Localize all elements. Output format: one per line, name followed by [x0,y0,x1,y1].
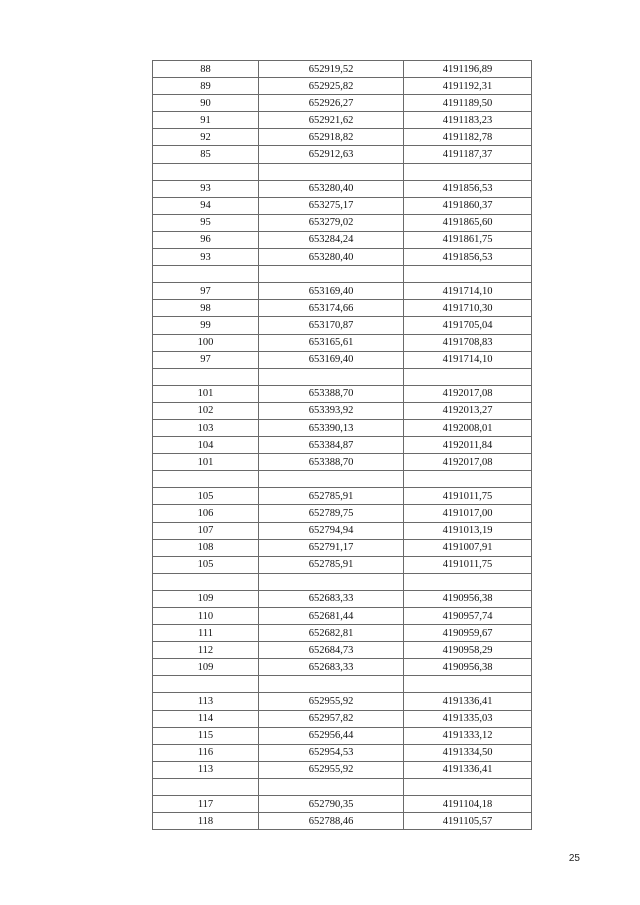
x-coordinate-cell: 652954,53 [259,744,404,761]
y-coordinate-cell: 4191335,03 [404,710,532,727]
point-number-cell: 110 [153,608,259,625]
y-coordinate-cell: 4191104,18 [404,796,532,813]
x-coordinate-cell: 652789,75 [259,505,404,522]
point-number-cell: 109 [153,590,259,607]
y-coordinate-cell: 4191105,57 [404,813,532,830]
point-number-cell: 105 [153,556,259,573]
x-coordinate-cell: 653280,40 [259,249,404,266]
table-separator-row [153,471,532,488]
y-coordinate-cell: 4191011,75 [404,556,532,573]
y-coordinate-cell: 4190956,38 [404,590,532,607]
x-coordinate-cell: 653280,40 [259,180,404,197]
y-coordinate-cell [404,778,532,795]
point-number-cell: 103 [153,419,259,436]
table-row [153,727,532,744]
x-coordinate-cell: 652955,92 [259,761,404,778]
x-coordinate-cell: 652956,44 [259,727,404,744]
point-number-cell: 104 [153,437,259,454]
y-coordinate-cell: 4191183,23 [404,112,532,129]
x-coordinate-cell: 653169,40 [259,351,404,368]
table-row [153,146,532,163]
point-number-cell: 92 [153,129,259,146]
y-coordinate-cell: 4190958,29 [404,642,532,659]
y-coordinate-cell: 4191013,19 [404,522,532,539]
point-number-cell: 109 [153,659,259,676]
point-number-cell: 111 [153,625,259,642]
table-row [153,761,532,778]
y-coordinate-cell: 4191196,89 [404,61,532,78]
table-row [153,659,532,676]
table-row [153,385,532,402]
point-number-cell: 113 [153,761,259,778]
table-row [153,710,532,727]
point-number-cell: 114 [153,710,259,727]
point-number-cell: 97 [153,351,259,368]
table-row [153,402,532,419]
table-row [153,231,532,248]
point-number-cell: 107 [153,522,259,539]
point-number-cell: 91 [153,112,259,129]
y-coordinate-cell: 4191856,53 [404,249,532,266]
point-number-cell: 116 [153,744,259,761]
x-coordinate-cell: 652918,82 [259,129,404,146]
y-coordinate-cell: 4191710,30 [404,300,532,317]
table-row [153,78,532,95]
x-coordinate-cell: 653390,13 [259,419,404,436]
x-coordinate-cell [259,266,404,283]
point-number-cell: 118 [153,813,259,830]
y-coordinate-cell: 4191714,10 [404,283,532,300]
table-row [153,539,532,556]
point-number-cell: 95 [153,214,259,231]
x-coordinate-cell: 653388,70 [259,454,404,471]
y-coordinate-cell: 4191714,10 [404,351,532,368]
x-coordinate-cell: 653169,40 [259,283,404,300]
x-coordinate-cell: 653174,66 [259,300,404,317]
y-coordinate-cell: 4191007,91 [404,539,532,556]
y-coordinate-cell [404,573,532,590]
y-coordinate-cell: 4191861,75 [404,231,532,248]
x-coordinate-cell: 652684,73 [259,642,404,659]
x-coordinate-cell: 652912,63 [259,146,404,163]
table-row [153,334,532,351]
y-coordinate-cell: 4191017,00 [404,505,532,522]
y-coordinate-cell: 4191860,37 [404,197,532,214]
y-coordinate-cell: 4191189,50 [404,95,532,112]
point-number-cell: 93 [153,249,259,266]
table-row [153,505,532,522]
table-row [153,300,532,317]
y-coordinate-cell [404,163,532,180]
y-coordinate-cell: 4191011,75 [404,488,532,505]
x-coordinate-cell [259,368,404,385]
point-number-cell: 90 [153,95,259,112]
table-row [153,129,532,146]
point-number-cell: 117 [153,796,259,813]
y-coordinate-cell: 4190957,74 [404,608,532,625]
y-coordinate-cell: 4192008,01 [404,419,532,436]
point-number-cell: 93 [153,180,259,197]
y-coordinate-cell: 4191192,31 [404,78,532,95]
y-coordinate-cell: 4191334,50 [404,744,532,761]
x-coordinate-cell: 652788,46 [259,813,404,830]
point-number-cell [153,471,259,488]
y-coordinate-cell [404,368,532,385]
coordinates-table [152,60,532,830]
table-row [153,249,532,266]
x-coordinate-cell: 653275,17 [259,197,404,214]
table-row [153,625,532,642]
table-row [153,180,532,197]
table-row [153,317,532,334]
x-coordinate-cell: 652921,62 [259,112,404,129]
point-number-cell: 96 [153,231,259,248]
y-coordinate-cell: 4192017,08 [404,454,532,471]
y-coordinate-cell: 4191333,12 [404,727,532,744]
x-coordinate-cell: 652681,44 [259,608,404,625]
x-coordinate-cell: 652955,92 [259,693,404,710]
x-coordinate-cell: 652791,17 [259,539,404,556]
table-row [153,95,532,112]
point-number-cell [153,163,259,180]
point-number-cell: 85 [153,146,259,163]
table-separator-row [153,163,532,180]
table-row [153,642,532,659]
y-coordinate-cell: 4191865,60 [404,214,532,231]
point-number-cell: 89 [153,78,259,95]
x-coordinate-cell: 652919,52 [259,61,404,78]
x-coordinate-cell: 652785,91 [259,556,404,573]
table-row [153,796,532,813]
point-number-cell [153,778,259,795]
x-coordinate-cell: 652682,81 [259,625,404,642]
y-coordinate-cell [404,676,532,693]
point-number-cell [153,573,259,590]
point-number-cell [153,368,259,385]
table-row [153,488,532,505]
point-number-cell: 88 [153,61,259,78]
table-row [153,590,532,607]
table-row [153,283,532,300]
y-coordinate-cell: 4190956,38 [404,659,532,676]
x-coordinate-cell: 653170,87 [259,317,404,334]
y-coordinate-cell: 4191856,53 [404,180,532,197]
point-number-cell: 99 [153,317,259,334]
table-row [153,197,532,214]
table-row [153,693,532,710]
point-number-cell: 115 [153,727,259,744]
y-coordinate-cell: 4191187,37 [404,146,532,163]
x-coordinate-cell [259,471,404,488]
point-number-cell: 108 [153,539,259,556]
table-row [153,454,532,471]
table-separator-row [153,676,532,693]
x-coordinate-cell: 652790,35 [259,796,404,813]
x-coordinate-cell: 653393,92 [259,402,404,419]
x-coordinate-cell: 652683,33 [259,659,404,676]
point-number-cell: 112 [153,642,259,659]
point-number-cell: 97 [153,283,259,300]
x-coordinate-cell: 652957,82 [259,710,404,727]
y-coordinate-cell [404,471,532,488]
coordinates-table-body [153,61,532,830]
table-row [153,112,532,129]
table-row [153,813,532,830]
point-number-cell: 100 [153,334,259,351]
x-coordinate-cell [259,573,404,590]
table-row [153,214,532,231]
point-number-cell: 102 [153,402,259,419]
x-coordinate-cell: 652683,33 [259,590,404,607]
y-coordinate-cell: 4190959,67 [404,625,532,642]
x-coordinate-cell: 652794,94 [259,522,404,539]
x-coordinate-cell: 653388,70 [259,385,404,402]
y-coordinate-cell: 4192017,08 [404,385,532,402]
x-coordinate-cell: 653284,24 [259,231,404,248]
table-separator-row [153,368,532,385]
x-coordinate-cell [259,676,404,693]
point-number-cell: 101 [153,385,259,402]
y-coordinate-cell: 4192011,84 [404,437,532,454]
x-coordinate-cell: 652925,82 [259,78,404,95]
table-row [153,744,532,761]
y-coordinate-cell: 4191336,41 [404,693,532,710]
y-coordinate-cell: 4191705,04 [404,317,532,334]
y-coordinate-cell [404,266,532,283]
table-row [153,522,532,539]
x-coordinate-cell [259,778,404,795]
table-row [153,61,532,78]
point-number-cell: 106 [153,505,259,522]
page-number: 25 [568,853,580,864]
point-number-cell [153,266,259,283]
x-coordinate-cell: 652785,91 [259,488,404,505]
table-separator-row [153,266,532,283]
table-row [153,608,532,625]
point-number-cell: 98 [153,300,259,317]
point-number-cell: 94 [153,197,259,214]
point-number-cell: 105 [153,488,259,505]
x-coordinate-cell: 652926,27 [259,95,404,112]
x-coordinate-cell: 653384,87 [259,437,404,454]
x-coordinate-cell: 653165,61 [259,334,404,351]
table-row [153,437,532,454]
y-coordinate-cell: 4191336,41 [404,761,532,778]
point-number-cell: 101 [153,454,259,471]
table-row [153,351,532,368]
y-coordinate-cell: 4191182,78 [404,129,532,146]
table-row [153,419,532,436]
point-number-cell: 113 [153,693,259,710]
point-number-cell [153,676,259,693]
y-coordinate-cell: 4192013,27 [404,402,532,419]
x-coordinate-cell: 653279,02 [259,214,404,231]
table-row [153,556,532,573]
x-coordinate-cell [259,163,404,180]
table-separator-row [153,573,532,590]
y-coordinate-cell: 4191708,83 [404,334,532,351]
table-separator-row [153,778,532,795]
